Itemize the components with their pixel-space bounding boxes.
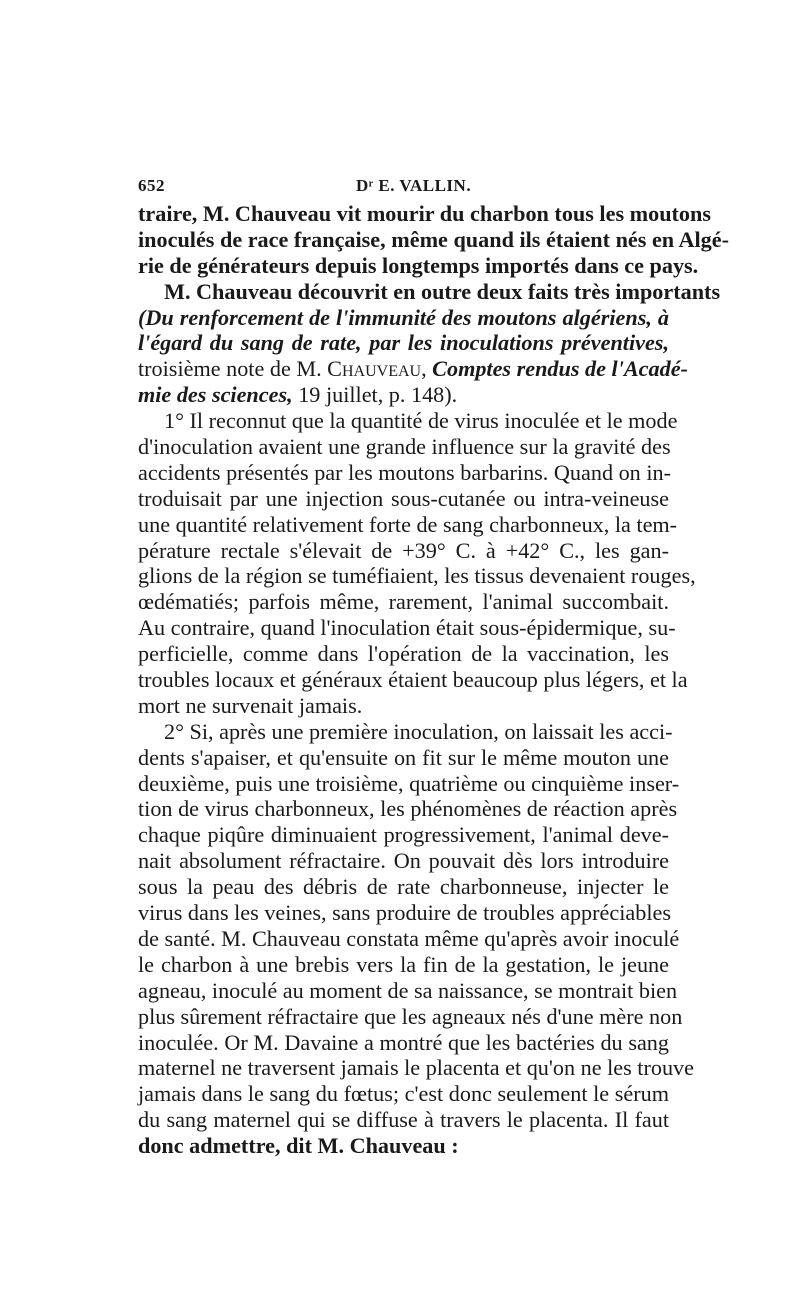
text-run: 19 juillet, p. 148). [292,382,458,408]
text-line: tion de virus charbonneux, les phénomènes de réaction après [138,796,678,822]
author-name: Chauveau [327,356,422,382]
text-line: (Du renforcement de l'immunité des moutons algériens, à [138,304,669,330]
text-line: le charbon à une brebis vers la fin de la gestation, le jeune [138,951,669,977]
text-line: virus dans les veines, sans produire de troubles appréciables [138,900,671,926]
text-line: inoculés de race française, même quand ils étaient nés en Algé- [138,226,729,252]
body-text [138,201,729,1159]
text-line: nait absolument réfractaire. On pouvait dès lors introduire [138,848,669,874]
text-line: jamais dans le sang du fœtus; c'est donc seulement le sérum [138,1081,669,1107]
text-line: deuxième, puis une troisième, quatrième ou cinquième inser- [138,770,680,796]
text-line [138,356,688,382]
text-line: l'égard du sang de rate, par les inoculations préventives, [138,330,669,356]
text-line: mort ne survenait jamais. [138,692,363,718]
text-line: troduisait par une injection sous-cutanée ou intra-veineuse [138,485,669,511]
text-line: traire, M. Chauveau vit mourir du charbon tous les moutons [138,201,711,226]
text-run: , [421,356,433,382]
text-line: perficielle, comme dans l'opération de la vaccination, les [138,641,669,667]
text-line: rie de générateurs depuis longtemps importés dans ce pays. [138,252,699,278]
text-line: maternel ne traversent jamais le placenta et qu'on ne les trouve [138,1055,694,1081]
running-head [138,176,669,198]
page-number: 652 [138,176,165,195]
text-line: inoculée. Or M. Davaine a montré que les bactéries du sang [138,1029,669,1055]
text-line [138,382,669,408]
text-line: donc admettre, dit M. Chauveau : [138,1133,459,1159]
running-title: Dʳ E. VALLIN. [356,176,472,195]
text-line: M. Chauveau découvrit en outre deux faits très importants [164,278,721,304]
text-line: œdématiés; parfois même, rarement, l'animal succombait. [138,589,669,615]
text-run: mie des sciences, [138,382,293,408]
text-line: troubles locaux et généraux étaient beaucoup plus légers, et la [138,667,688,693]
text-run: Comptes rendus de l'Acadé- [432,356,688,382]
text-line: glions de la région se tuméfiaient, les tissus devenaient rouges, [138,563,696,589]
text-line: dents s'apaiser, et qu'ensuite on fit sur le même mouton une [138,744,669,770]
text-line: 2° Si, après une première inoculation, on laissait les acci- [164,718,673,744]
text-line: plus sûrement réfractaire que les agneaux nés d'une mère non [138,1003,683,1029]
text-run: troisième note de M. [138,356,328,382]
text-line: accidents présentés par les moutons barbarins. Quand on in- [138,459,671,485]
text-line: du sang maternel qui se diffuse à travers le placenta. Il faut [138,1107,669,1133]
text-line: sous la peau des débris de rate charbonneuse, injecter le [138,874,669,900]
text-line: de santé. M. Chauveau constata même qu'après avoir inoculé [138,925,680,951]
text-line: chaque piqûre diminuaient progressivement, l'animal deve- [138,822,669,848]
text-line: pérature rectale s'élevait de +39° C. à +42° C., les gan- [138,537,669,563]
text-line: agneau, inoculé au moment de sa naissance, se montrait bien [138,977,678,1003]
text-line: une quantité relativement forte de sang charbonneux, la tem- [138,511,678,537]
text-line: Au contraire, quand l'inoculation était sous-épidermique, su- [138,615,676,641]
text-line: d'inoculation avaient une grande influence sur la gravité des [138,434,671,460]
text-line: 1° Il reconnut que la quantité de virus inoculée et le mode [164,408,678,434]
